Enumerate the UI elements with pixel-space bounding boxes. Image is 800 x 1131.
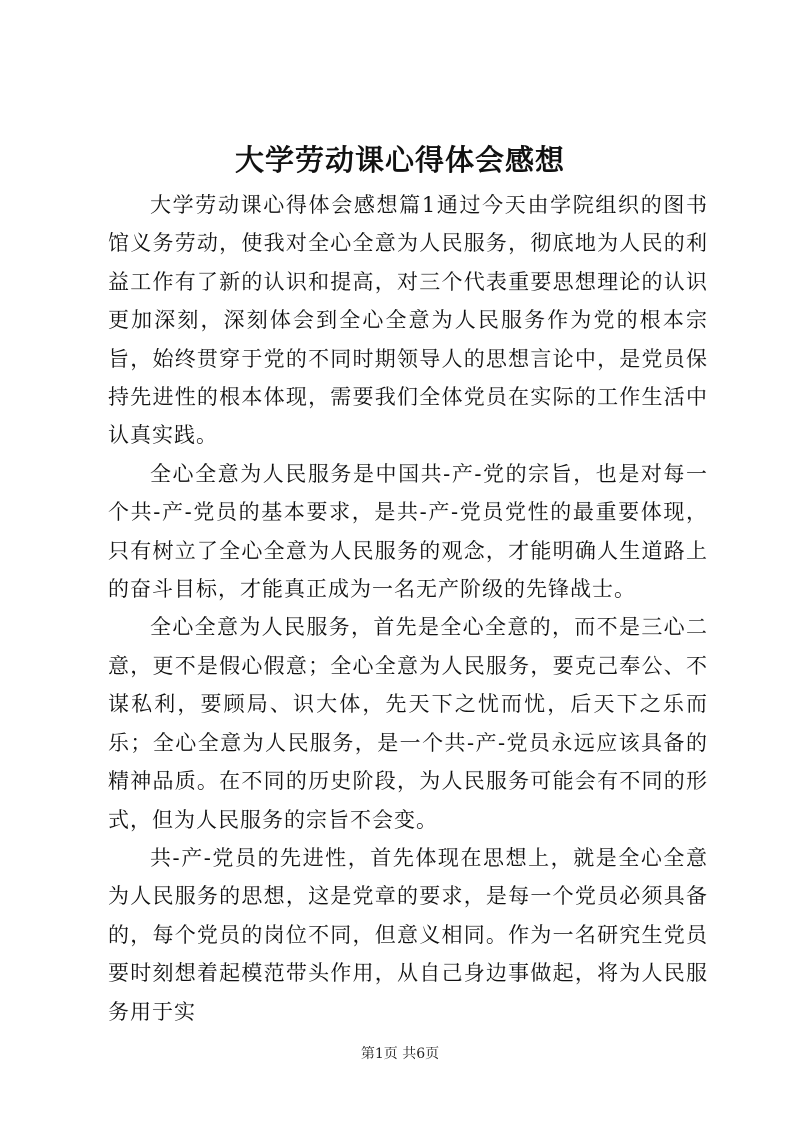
- paragraph-2: 全心全意为人民服务是中国共-产-党的宗旨，也是对每一个共-产-党员的基本要求，是共-产-党员党性的最重要体现，只有树立了全心全意为人民服务的观念，才能明确人生道路上的奋斗目标，才能真正成为一名无产阶级的先锋战士。: [108, 461, 708, 602]
- document-body: [108, 186, 708, 1031]
- paragraph-4: 共-产-党员的先进性，首先体现在思想上，就是全心全意为人民服务的思想，这是党章的要求，是每一个党员必须具备的，每个党员的岗位不同，但意义相同。作为一名研究生党员要时刻想着起模范带头作用，从自己身边事做起，将为人民服务用于实: [108, 845, 708, 1024]
- page-footer: 第1页 共6页: [360, 1046, 440, 1062]
- document-title: 大学劳动课心得体会感想: [234, 143, 565, 177]
- paragraph-1: 大学劳动课心得体会感想篇1通过今天由学院组织的图书馆义务劳动，使我对全心全意为人民服务，彻底地为人民的利益工作有了新的认识和提高，对三个代表重要思想理论的认识更加深刻，深刻体会到全心全意为人民服务作为党的根本宗旨，始终贯穿于党的不同时期领导人的思想言论中，是党员保持先进性的根本体现，需要我们全体党员在实际的工作生活中认真实践。: [108, 193, 708, 448]
- paragraph-3: 全心全意为人民服务，首先是全心全意的，而不是三心二意，更不是假心假意；全心全意为人民服务，要克己奉公、不谋私利，要顾局、识大体，先天下之忧而忧，后天下之乐而乐；全心全意为人民服务，是一个共-产-党员永远应该具备的精神品质。在不同的历史阶段，为人民服务可能会有不同的形式，但为人民服务的宗旨不会变。: [108, 615, 708, 832]
